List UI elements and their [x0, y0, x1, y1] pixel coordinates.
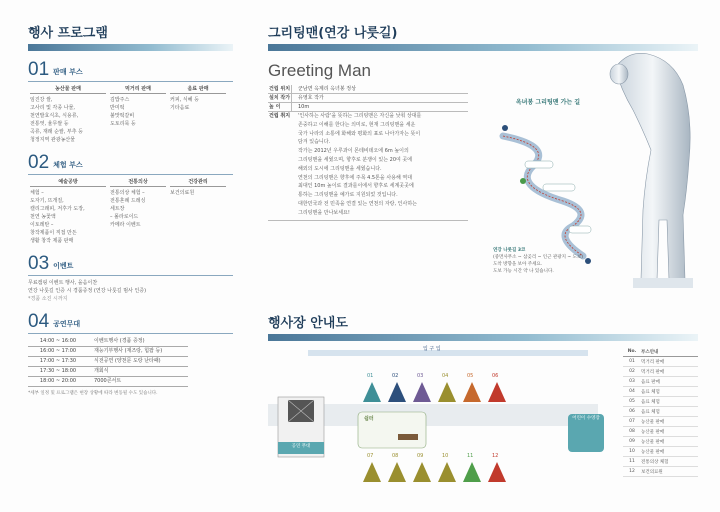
list-item: *경품 소진 시까지: [28, 296, 68, 302]
program-column: [28, 22, 233, 396]
table-column: [108, 178, 168, 245]
cell: 음료 체험: [641, 409, 660, 415]
cell: 먹거리 판매: [641, 359, 665, 365]
cell: – 폴라로이드: [110, 214, 139, 220]
cell: 도자기, 뜨개질,: [30, 198, 64, 204]
greeting-man-heading: Greeting Man: [268, 61, 371, 80]
cell: 곡류, 재래 순쌀, 부추 등: [30, 129, 84, 135]
cell: 음료 판매: [641, 379, 660, 385]
cell: 세트장: [110, 206, 125, 212]
tent-number: 11: [467, 453, 474, 459]
tent-number: 08: [392, 453, 399, 459]
table-column: [168, 85, 228, 144]
cell: 먹거리 판매: [641, 369, 665, 375]
table-row: [623, 467, 698, 477]
text-line: 담겨 있습니다.: [298, 139, 331, 146]
cell: 06: [629, 409, 635, 414]
text-line: 국가 나라의 소통에 화해와 평화의 표로 나아가자는 뜻이: [298, 130, 421, 137]
table-row: [623, 427, 698, 437]
cell: 음료 체험: [641, 389, 660, 395]
section-number: 01: [28, 59, 50, 80]
text-line: 해외의 도시에 그리팅맨을 세웠습니다.: [298, 165, 382, 172]
title-rule: [28, 44, 233, 51]
table-row: [623, 437, 698, 447]
cell: 농산물 판매: [641, 439, 665, 445]
layout-title: 행사장 안내도: [268, 316, 348, 331]
list-item: 연강 나룻길 인증 시 경품증정 (연강 나룻길 범사 인증): [28, 288, 147, 294]
stage-schedule: [28, 337, 233, 396]
cell: 10: [629, 449, 635, 454]
table-column: [168, 178, 228, 245]
event-cell: 식전공연 (양천문 도랑 난타패): [88, 357, 188, 367]
info-value: 10m: [298, 104, 310, 110]
table-row: [623, 387, 698, 397]
tent-number: 03: [417, 373, 424, 379]
cell: 임진강 쌀,: [30, 97, 53, 103]
tent-number: 09: [417, 453, 424, 459]
info-key: 높 이: [268, 103, 292, 111]
table-row: [28, 357, 233, 367]
divider: [28, 174, 233, 175]
time-cell: 17:30 ~ 18:00: [28, 367, 88, 377]
table-column: [28, 178, 108, 245]
section-label: 체험 부스: [53, 161, 83, 169]
cell: 농산물 판매: [641, 429, 665, 435]
tent-number: 04: [442, 373, 449, 379]
greeting-man-statue-illustration: [603, 40, 703, 290]
text-line: 도착 방향을 보아 주세요.: [493, 262, 543, 267]
cell: 농산물 판매: [641, 419, 665, 425]
cell: 11: [629, 459, 635, 464]
cell: 전통의상 체험 –: [110, 190, 145, 196]
table-row: [623, 417, 698, 427]
table-row: [28, 337, 233, 347]
cell: 생활 창작 제품 판매: [30, 238, 74, 244]
cell: 07: [629, 419, 635, 424]
divider: [28, 333, 233, 334]
time-cell: 18:00 ~ 20:00: [28, 377, 88, 387]
tent-number: 01: [367, 373, 374, 379]
time-cell: 14:00 ~ 16:00: [28, 337, 88, 347]
info-row: [268, 94, 468, 103]
list-item: 무료캠핑 이벤트 행사, 을음이찬: [28, 280, 98, 286]
table-header: [623, 347, 698, 357]
header-cell: 부스안내: [641, 349, 659, 355]
column-header: 먹거리 판매: [110, 85, 166, 94]
venue-layout-map: [268, 342, 618, 492]
section-label: 공연무대: [53, 320, 81, 328]
section-03-heading: [28, 255, 233, 273]
event-cell: 개회식: [88, 367, 188, 377]
cell: 05: [629, 399, 635, 404]
cell: 창작제품이 직접 만든: [30, 230, 77, 236]
section-number: 04: [28, 311, 50, 332]
route-map: [493, 97, 603, 277]
section-label: 이벤트: [53, 262, 74, 270]
text-line: 그리팅맨을 만나보세요!: [298, 209, 350, 216]
title-rule: [268, 334, 698, 341]
description-block: [268, 112, 468, 221]
table-row: [28, 367, 233, 377]
text-line: (중면사무소 ~ 삼곶리 ~ 인근 관광지 ~ 도보): [493, 255, 584, 260]
cell: 음료 체험: [641, 399, 660, 405]
section-02-heading: [28, 154, 233, 172]
column-header: 전통의상: [110, 178, 166, 187]
sales-booth-table: [28, 85, 233, 144]
cell: 캘리그래피, 저후가 도장,: [30, 206, 85, 212]
table-row: [28, 377, 233, 387]
table-column: [28, 85, 108, 144]
table-row: [623, 397, 698, 407]
info-key: 건립 취지: [269, 113, 291, 119]
greeting-man-column: [268, 22, 698, 475]
program-title: 행사 프로그램: [28, 26, 108, 41]
stage-label: 공연 무대: [291, 444, 311, 449]
cell: 카메라 이벤트: [110, 222, 141, 228]
tent-number: 05: [467, 373, 474, 379]
section-number: 03: [28, 253, 50, 274]
cell: 02: [629, 369, 635, 374]
table-row: [28, 347, 233, 357]
info-row: [268, 103, 468, 112]
cell: 김밥주스: [110, 97, 130, 103]
schedule-note: *세부 일정 및 프로그램은 현장 상황에 따라 변동될 수도 있습니다.: [28, 391, 158, 396]
column-header: 예술공방: [30, 178, 106, 187]
text-line: 그리팅맨을 세웠으며, 향후로 분쟁이 있는 20여 곳에: [298, 156, 413, 163]
cell: 천연 농꽃액: [30, 214, 56, 220]
text-line: 작가는 2012년 우루과이 몬테비데오에 6m 높이의: [298, 148, 409, 155]
text-line: 존중하고 이해를 한다는 의미로, 현재 그리팅맨을 세운: [298, 121, 416, 128]
divider: [28, 81, 233, 82]
info-key: 건립 위치: [269, 86, 291, 92]
description-text: [268, 112, 468, 218]
cell: 고사리 및 각종 나물,: [30, 105, 75, 111]
time-cell: 17:00 ~ 17:30: [28, 357, 88, 367]
entrance-label: 입 구 입: [423, 346, 441, 352]
table-row: [623, 367, 698, 377]
table-column: [108, 85, 168, 144]
section-label: 판매 부스: [53, 68, 83, 76]
section-01-heading: [28, 61, 233, 79]
cell: 커피, 식혜 등: [170, 97, 199, 103]
column-header: 음료 판매: [170, 85, 226, 94]
text-line: '인사하는 사람'을 뜻하는 그리팅맨은 자신을 낮춰 상대를: [298, 113, 422, 119]
cell: 보건의료원: [170, 190, 195, 196]
cell: 기타음료: [170, 105, 190, 111]
kids-pool-label: 어린이 수영장: [572, 416, 600, 421]
table-row: [623, 447, 698, 457]
map-note: [493, 247, 583, 275]
text-line: 대한민국과 전 민족을 연결 있는 연천의 자랑, 인사하는: [298, 200, 417, 207]
info-value: 군남면 옥계리 옥녀봉 정상: [298, 86, 356, 92]
time-cell: 16:00 ~ 17:00: [28, 347, 88, 357]
tent-number: 02: [392, 373, 399, 379]
cell: 전통의상 체험: [641, 459, 669, 465]
cell: 체험 –: [30, 190, 44, 196]
table-row: [623, 357, 698, 367]
divider: [28, 275, 233, 276]
event-cell: 이벤트행사 (경품 증정): [88, 337, 188, 347]
greeting-man-title: 그리팅맨(연강 나룻길): [268, 26, 398, 41]
section-04-heading: [28, 313, 233, 331]
cell: 천연발효식초, 식용류,: [30, 113, 79, 119]
table-row: [623, 457, 698, 467]
cell: 전통엿, 율무쌀 등: [30, 121, 69, 127]
text-line: 도보 가능 시간 약 나 있습니다.: [493, 269, 554, 274]
tent-row-bottom: [363, 462, 506, 482]
cell: 반미떡: [110, 105, 125, 111]
table-row: [623, 407, 698, 417]
cell: 01: [629, 359, 635, 364]
cell: 이토레탄 –: [30, 222, 54, 228]
info-key: 설치 작가: [269, 95, 291, 101]
cell: 04: [629, 389, 635, 394]
header-cell: No.: [627, 349, 637, 354]
table-row: [623, 377, 698, 387]
cell: 09: [629, 439, 635, 444]
info-row: [268, 85, 468, 94]
tent-number: 07: [367, 453, 374, 459]
cell: 도토리묵 등: [110, 121, 136, 127]
column-header: 농산물 판매: [30, 85, 106, 94]
event-cell: 7000콘서트: [88, 377, 188, 387]
cell: 03: [629, 379, 635, 384]
tent-number: 10: [442, 453, 449, 459]
text-line: 최대인 10m 높이로 결과를이에서 향후로 세계곳곳에: [298, 183, 414, 190]
cell: 농산물 판매: [641, 449, 665, 455]
tent-number: 12: [492, 453, 499, 459]
text-line: 연강 나룻길 3코: [493, 248, 526, 253]
tent-number: 06: [492, 373, 499, 379]
text-line: 통하는 그리팅맨을 예가로 지원되었 것입니다.: [298, 192, 398, 199]
text-line: 연천의 그리팅맨은 향후에 주목 4.5톤을 사용해 역대: [298, 174, 413, 181]
cell: 전통혼례 드레싱: [110, 198, 146, 204]
cell: 12: [629, 469, 635, 474]
event-cell: 재능기부행사 (재즈랑, 힙팝 등): [88, 347, 188, 357]
cell: 불맛떡갈비: [110, 113, 135, 119]
cell: 청정지역 관광농산물: [30, 137, 76, 143]
booth-legend-table: [623, 347, 698, 477]
column-header: 건강관리: [170, 178, 226, 187]
rest-area-label: 쉼터: [364, 416, 374, 422]
info-value: 유영호 작가: [298, 95, 324, 101]
experience-booth-table: [28, 178, 233, 245]
section-number: 02: [28, 152, 50, 173]
cell: 08: [629, 429, 635, 434]
greeting-man-info: [268, 61, 468, 221]
tent-row-top: [363, 382, 506, 402]
cell: 보건의료원: [641, 469, 663, 475]
map-title: 옥녀봉 그리팅맨 가는 길: [515, 99, 581, 106]
event-list: [28, 279, 233, 303]
